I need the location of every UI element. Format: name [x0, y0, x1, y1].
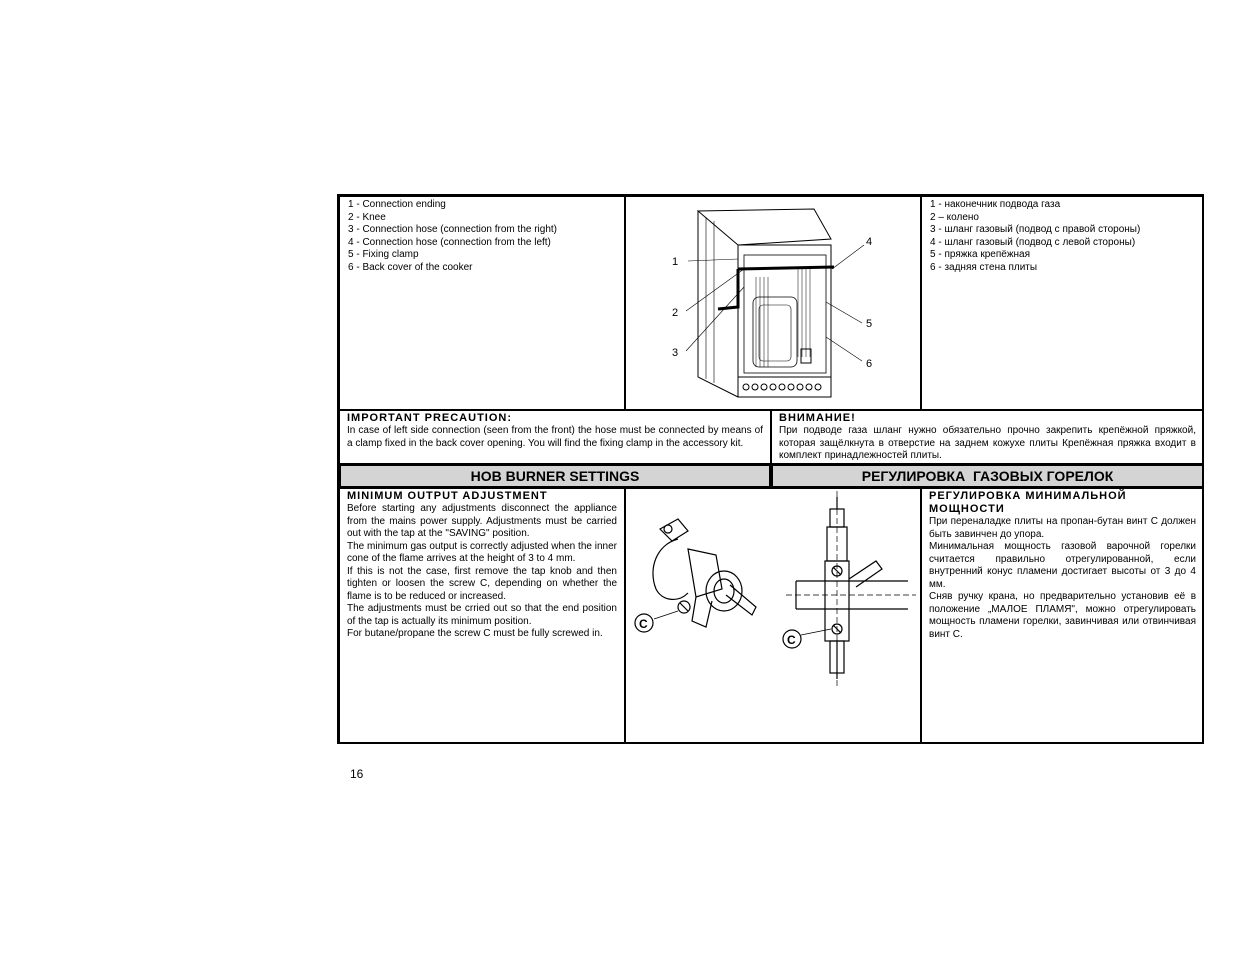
cooker-label: 1	[672, 256, 679, 268]
adjust-en-paragraph: Before starting any adjustments disconnect the appliance from the mains power supply. Adjustments must be carried out with the tap at the "SAVING" position.	[347, 503, 617, 539]
part-item-ru: 3 - шланг газовый (подвод с правой стороны)	[930, 224, 1141, 235]
precaution-en-body: In case of left side connection (seen from the front) the hose must be connected by means of a clamp fixed in the back cover opening. You will find the fixing clamp in the accessory kit.	[347, 425, 763, 449]
adjust-en-paragraph: The minimum gas output is correctly adjusted when the inner cone of the flame arrives at the height of 3 to 4 mm.	[347, 540, 617, 564]
adjust-en-paragraph: The adjustments must be crried out so that the end position of the tap is actually its minimum position.	[347, 603, 617, 627]
cooker-label: 3	[672, 347, 679, 359]
part-item-en: 2 - Knee	[348, 211, 386, 223]
manual-table	[337, 194, 1204, 744]
precaution-ru-body: При подводе газа шланг нужно обязательно прочно закрепить крепёжной пряжкой, которая защёлкнута в отверстие на заднем кожухе плиты Крепёжная пряжка входит в комплект принадлежностей плиты.	[779, 425, 1196, 461]
adjust-ru-paragraph: При переналадке плиты на пропан-бутан винт С должен быть завинчен до упора.	[929, 516, 1196, 540]
cooker-label: 6	[866, 358, 873, 370]
section-title-ru: РЕГУЛИРОВКА ГАЗОВЫХ ГОРЕЛОК	[771, 464, 1204, 488]
part-item-ru: 1 - наконечник подвода газа	[930, 199, 1061, 210]
part-item-en: 6 - Back cover of the cooker	[348, 261, 473, 273]
part-item-en: 3 - Connection hose (connection from the right)	[348, 224, 557, 235]
cooker-rear-diagram-cell	[625, 196, 921, 410]
precaution-en-title: IMPORTANT PRECAUTION:	[347, 412, 513, 424]
screw-label: C	[639, 617, 648, 631]
section-title-en: HOB BURNER SETTINGS	[339, 464, 771, 488]
adjust-en-paragraph: For butane/propane the screw C must be fully screwed in.	[347, 628, 603, 639]
cooker-rear-diagram	[626, 197, 920, 409]
part-item-ru: 5 - пряжка крепёжная	[930, 249, 1031, 260]
precaution-ru	[771, 410, 1204, 464]
cooker-label: 4	[866, 236, 873, 248]
gas-tap-diagram-cell	[625, 488, 921, 744]
part-item-ru: 4 - шланг газовый (подвод с левой стороны)	[930, 236, 1136, 248]
adjust-ru-paragraph: Минимальная мощность газовой варочной горелки считается правильно отрегулированной, если внутренний конус пламени достигает высоты от 3 до 4 мм.	[929, 541, 1196, 590]
adjust-en-paragraph: If this is not the case, first remove the tap knob and then tighten or loosen the screw C, depending on whether the flame is to be reduced or increased.	[347, 565, 617, 602]
cooker-label: 2	[672, 307, 679, 319]
page-number: 16	[350, 767, 364, 781]
screw-label: C	[787, 633, 796, 647]
adjust-en-title: MINIMUM OUTPUT ADJUSTMENT	[347, 490, 548, 502]
part-item-ru: 6 - задняя стена плиты	[930, 261, 1038, 273]
part-item-en: 4 - Connection hose (connection from the left)	[348, 236, 551, 248]
adjust-en	[339, 488, 625, 744]
precaution-en	[339, 410, 771, 464]
precaution-ru-title: ВНИМАНИЕ!	[779, 412, 856, 424]
adjust-ru	[921, 488, 1204, 744]
parts-list-en	[339, 196, 625, 410]
cooker-label: 5	[866, 318, 873, 330]
part-item-en: 5 - Fixing clamp	[348, 249, 419, 260]
part-item-ru: 2 – колено	[930, 211, 979, 223]
part-item-en: 1 - Connection ending	[348, 199, 446, 210]
gas-tap-diagram	[626, 489, 920, 743]
adjust-ru-title: РЕГУЛИРОВКА МИНИМАЛЬНОЙ МОЩНОСТИ	[929, 490, 1127, 515]
parts-list-ru	[921, 196, 1204, 410]
adjust-ru-paragraph: Сняв ручку крана, но предварительно установив её в положение „МАЛОЕ ПЛАМЯ", можно отрегулировать мощность пламени горелки, завинчивая или отвинчивая винт С.	[929, 591, 1196, 640]
